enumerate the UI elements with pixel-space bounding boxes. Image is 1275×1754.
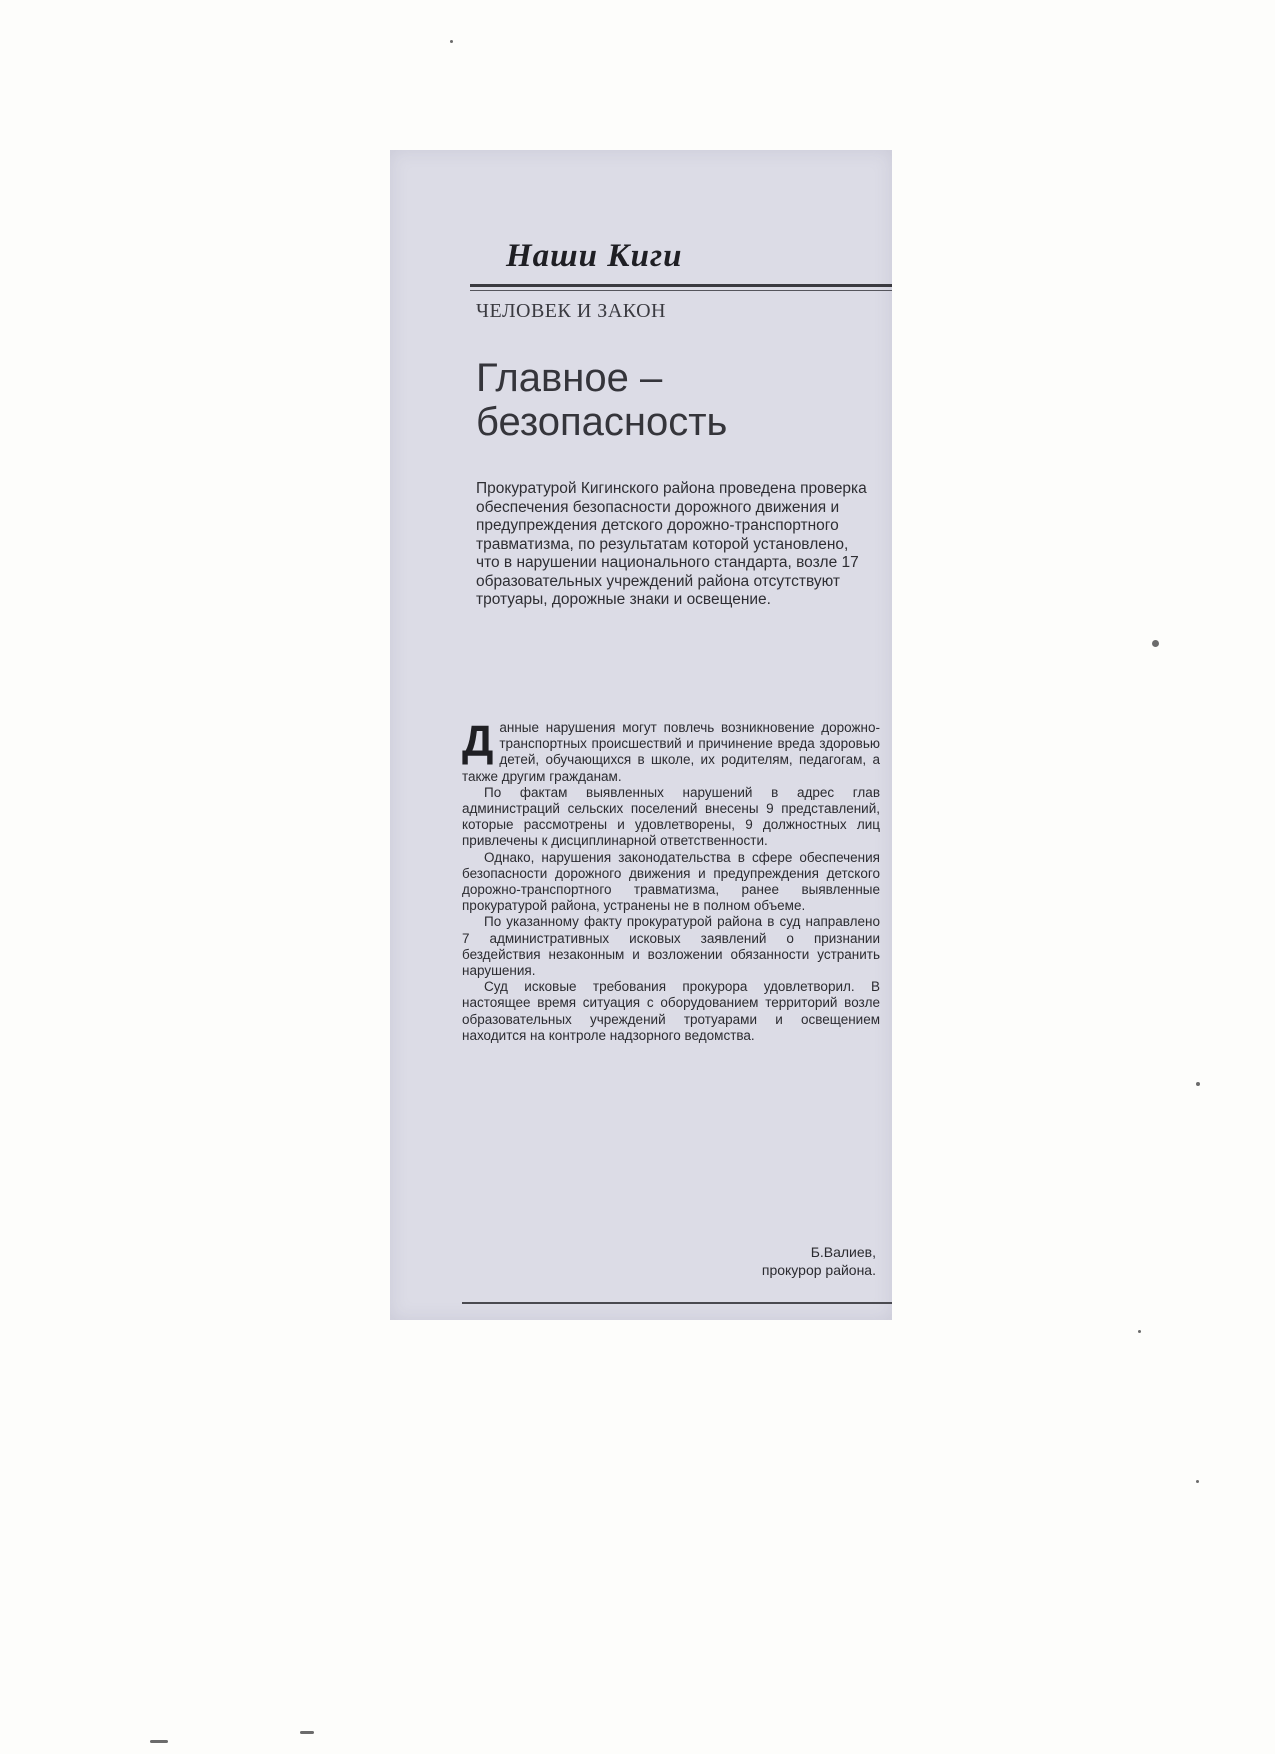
author-title: прокурор района. [761,1262,876,1278]
body-paragraph-5: Суд исковые требования прокурора удовлетворил. В настоящее время ситуация с оборудованием территорий возле образовательных учреждений тротуарами и освещением находится на контроле надзорного ведомства. [462,979,880,1043]
dust-speck [1152,640,1159,647]
headline-line-1: Главное – [476,356,663,400]
body-paragraph-1 [462,717,880,785]
masthead-rule [470,284,892,287]
body-paragraph-2: По фактам выявленных нарушений в адрес глав администраций сельских поселений внесены 9 представлений, которые рассмотрены и удовлетворены, 9 должностных лиц привлечены к дисциплинарной ответственности. [462,784,880,849]
body-paragraph-3: Однако, нарушения законодательства в сфере обеспечения безопасности дорожного движения и предупреждения детского дорожно-транспортного травматизма, ранее выявленные прокуратурой района, устранены не в полном объеме. [462,849,880,914]
signature [762,1243,876,1279]
rubric: ЧЕЛОВЕК И ЗАКОН [476,300,666,322]
dust-speck [150,1740,168,1743]
masthead-rule-thin [470,290,892,291]
dust-speck [1196,1480,1199,1483]
newspaper-clipping [390,150,892,1320]
body-paragraph-1-text: анные нарушения могут повлечь возникновение дорожно-транспортных происшествий и причинение вреда здоровью детей, обучающихся в школе, их родителям, педагогам, а также другим гражданам. [462,720,880,784]
drop-cap: Д [462,717,494,766]
headline-line-2: безопасность [476,400,728,444]
dust-speck [1196,1082,1200,1086]
lead-paragraph: Прокуратурой Кигинского района проведена проверка обеспечения безопасности дорожного движения и предупреждения детского дорожно-транспортного травматизма, по результатам которой установлено, что в нарушении национального стандарта, возле 17 образовательных учреждений района отсутствуют тротуары, дорожные знаки и освещение. [476,480,867,608]
dust-speck [1138,1330,1141,1333]
bottom-rule [462,1302,892,1304]
author-name: Б.Валиев, [810,1244,876,1260]
article-body [462,717,880,1044]
headline [476,356,876,444]
dust-speck [300,1731,314,1734]
dust-speck [450,40,453,43]
masthead [390,238,892,294]
body-paragraph-4: По указанному факту прокуратурой района в суд направлено 7 административных исковых заявлений о признании бездействия незаконным и возложении обязанности устранить нарушения. [462,914,880,979]
newspaper-title: Наши Киги [506,238,683,274]
